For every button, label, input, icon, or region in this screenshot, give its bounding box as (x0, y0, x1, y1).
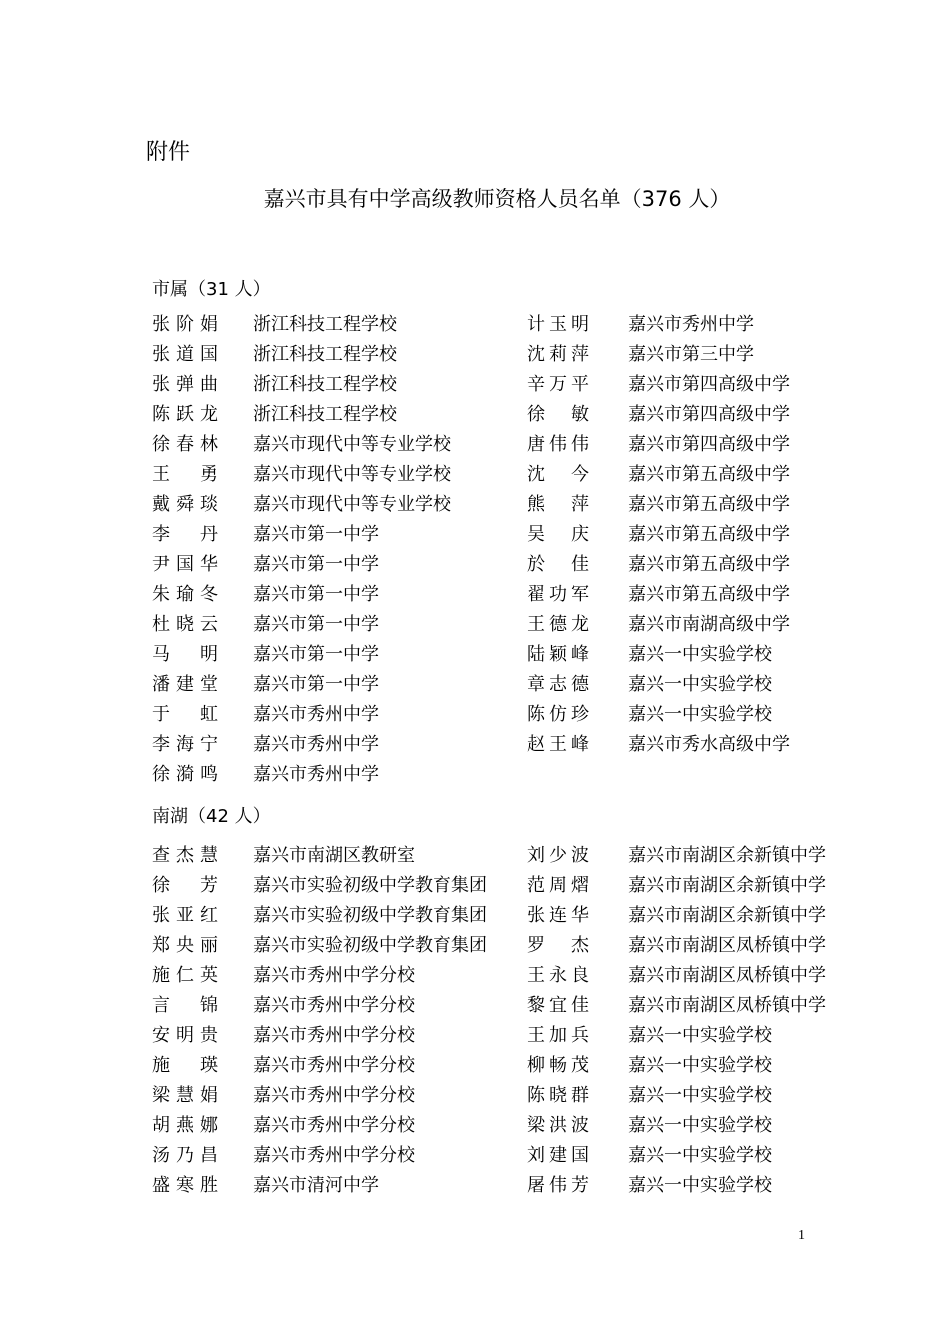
list-item (0, 580, 950, 610)
school-name: 嘉兴市第一中学 (253, 524, 379, 545)
list-item (0, 1171, 950, 1201)
teacher-name: 王 勇 (152, 464, 218, 485)
list-item (0, 430, 950, 460)
school-name: 嘉兴市南湖区余新镇中学 (628, 905, 826, 926)
list-item (0, 490, 950, 520)
document-title: 嘉兴市具有中学高级教师资格人员名单（376 人） (263, 187, 731, 211)
teacher-name: 计玉明 (527, 314, 589, 335)
school-name: 嘉兴市实验初级中学教育集团 (253, 905, 487, 926)
teacher-name: 李海宁 (152, 734, 218, 755)
school-name: 嘉兴市现代中等专业学校 (253, 434, 451, 455)
list-item (0, 991, 950, 1021)
school-name: 浙江科技工程学校 (253, 314, 397, 335)
teacher-name: 张道国 (152, 344, 218, 365)
list-item (0, 841, 950, 871)
teacher-name: 安明贵 (152, 1025, 218, 1046)
school-name: 嘉兴一中实验学校 (628, 644, 772, 665)
teacher-name: 汤乃昌 (152, 1145, 218, 1166)
school-name: 嘉兴市南湖区余新镇中学 (628, 845, 826, 866)
teacher-name: 尹国华 (152, 554, 218, 575)
school-name: 嘉兴市南湖区凤桥镇中学 (628, 965, 826, 986)
teacher-name: 徐漪鸣 (152, 764, 218, 785)
page-number: 1 (798, 1228, 805, 1243)
teacher-name: 屠伟芳 (527, 1175, 589, 1196)
school-name: 嘉兴市清河中学 (253, 1175, 379, 1196)
school-name: 嘉兴市秀州中学 (253, 734, 379, 755)
teacher-name: 施仁英 (152, 965, 218, 986)
school-name: 嘉兴市南湖高级中学 (628, 614, 790, 635)
school-name: 嘉兴市第五高级中学 (628, 584, 790, 605)
teacher-name: 张连华 (527, 905, 589, 926)
teacher-name: 陆颖峰 (527, 644, 589, 665)
teacher-name: 熊 萍 (527, 494, 589, 515)
teacher-name: 潘建堂 (152, 674, 218, 695)
school-name: 嘉兴市第一中学 (253, 614, 379, 635)
school-name: 嘉兴市现代中等专业学校 (253, 464, 451, 485)
list-item (0, 400, 950, 430)
list-item (0, 700, 950, 730)
teacher-name: 吴 庆 (527, 524, 589, 545)
school-name: 嘉兴市南湖区余新镇中学 (628, 875, 826, 896)
list-item (0, 340, 950, 370)
school-name: 嘉兴市第四高级中学 (628, 434, 790, 455)
teacher-name: 张亚红 (152, 905, 218, 926)
list-item (0, 550, 950, 580)
school-name: 嘉兴市秀州中学 (253, 704, 379, 725)
list-item (0, 1051, 950, 1081)
school-name: 嘉兴一中实验学校 (628, 1025, 772, 1046)
list-item (0, 1111, 950, 1141)
school-name: 嘉兴市第四高级中学 (628, 374, 790, 395)
teacher-name: 梁洪波 (527, 1115, 589, 1136)
school-name: 嘉兴市南湖区凤桥镇中学 (628, 935, 826, 956)
list-item (0, 1081, 950, 1111)
school-name: 嘉兴市秀州中学分校 (253, 965, 415, 986)
teacher-name: 翟功军 (527, 584, 589, 605)
teacher-name: 沈 今 (527, 464, 589, 485)
school-name: 嘉兴市秀州中学 (253, 764, 379, 785)
list-item (0, 520, 950, 550)
list-item (0, 610, 950, 640)
list-item (0, 931, 950, 961)
teacher-name: 胡燕娜 (152, 1115, 218, 1136)
teacher-name: 马 明 (152, 644, 218, 665)
teacher-name: 唐伟伟 (527, 434, 589, 455)
list-item (0, 670, 950, 700)
teacher-name: 王永良 (527, 965, 589, 986)
school-name: 嘉兴市现代中等专业学校 (253, 494, 451, 515)
teacher-name: 王加兵 (527, 1025, 589, 1046)
teacher-name: 於 佳 (527, 554, 589, 575)
school-name: 嘉兴市第一中学 (253, 644, 379, 665)
teacher-name: 沈莉萍 (527, 344, 589, 365)
teacher-name: 盛寒胜 (152, 1175, 218, 1196)
teacher-name: 陈跃龙 (152, 404, 218, 425)
list-item (0, 730, 950, 760)
school-name: 嘉兴市实验初级中学教育集团 (253, 935, 487, 956)
teacher-name: 赵王峰 (527, 734, 589, 755)
school-name: 浙江科技工程学校 (253, 374, 397, 395)
school-name: 嘉兴市第一中学 (253, 554, 379, 575)
school-name: 嘉兴市秀州中学分校 (253, 1115, 415, 1136)
school-name: 嘉兴市南湖区凤桥镇中学 (628, 995, 826, 1016)
section-heading: 南湖（42 人） (152, 806, 271, 827)
teacher-name: 刘建国 (527, 1145, 589, 1166)
school-name: 嘉兴市秀州中学分校 (253, 1145, 415, 1166)
section-heading: 市属（31 人） (152, 279, 271, 300)
teacher-name: 徐 芳 (152, 875, 218, 896)
teacher-name: 辛万平 (527, 374, 589, 395)
school-name: 嘉兴市第四高级中学 (628, 404, 790, 425)
teacher-name: 罗 杰 (527, 935, 589, 956)
school-name: 嘉兴市秀水高级中学 (628, 734, 790, 755)
teacher-name: 徐春林 (152, 434, 218, 455)
school-name: 嘉兴市实验初级中学教育集团 (253, 875, 487, 896)
teacher-name: 张阶娟 (152, 314, 218, 335)
list-item (0, 310, 950, 340)
teacher-name: 查杰慧 (152, 845, 218, 866)
teacher-name: 言 锦 (152, 995, 218, 1016)
teacher-name: 刘少波 (527, 845, 589, 866)
school-name: 嘉兴一中实验学校 (628, 1175, 772, 1196)
school-name: 嘉兴市第一中学 (253, 584, 379, 605)
list-item (0, 640, 950, 670)
school-name: 浙江科技工程学校 (253, 344, 397, 365)
teacher-name: 范周熠 (527, 875, 589, 896)
list-item (0, 871, 950, 901)
teacher-name: 黎宜佳 (527, 995, 589, 1016)
list-item (0, 901, 950, 931)
school-name: 嘉兴市秀州中学 (628, 314, 754, 335)
school-name: 嘉兴市第三中学 (628, 344, 754, 365)
teacher-name: 朱瑜冬 (152, 584, 218, 605)
school-name: 嘉兴一中实验学校 (628, 674, 772, 695)
school-name: 嘉兴市第五高级中学 (628, 524, 790, 545)
list-item (0, 460, 950, 490)
school-name: 嘉兴一中实验学校 (628, 704, 772, 725)
teacher-name: 陈仿珍 (527, 704, 589, 725)
teacher-name: 李 丹 (152, 524, 218, 545)
teacher-name: 陈晓群 (527, 1085, 589, 1106)
school-name: 嘉兴市南湖区教研室 (253, 845, 415, 866)
teacher-name: 梁慧娟 (152, 1085, 218, 1106)
list-item (0, 1141, 950, 1171)
school-name: 嘉兴市秀州中学分校 (253, 995, 415, 1016)
teacher-name: 章志德 (527, 674, 589, 695)
list-item (0, 370, 950, 400)
teacher-name: 于 虹 (152, 704, 218, 725)
school-name: 嘉兴市第五高级中学 (628, 464, 790, 485)
school-name: 嘉兴市秀州中学分校 (253, 1025, 415, 1046)
list-item (0, 760, 950, 790)
school-name: 嘉兴市秀州中学分校 (253, 1085, 415, 1106)
school-name: 嘉兴市第五高级中学 (628, 494, 790, 515)
teacher-name: 郑央丽 (152, 935, 218, 956)
teacher-name: 戴舜琰 (152, 494, 218, 515)
school-name: 嘉兴市第一中学 (253, 674, 379, 695)
school-name: 嘉兴一中实验学校 (628, 1085, 772, 1106)
teacher-name: 施 瑛 (152, 1055, 218, 1076)
school-name: 嘉兴市第五高级中学 (628, 554, 790, 575)
school-name: 浙江科技工程学校 (253, 404, 397, 425)
list-item (0, 1021, 950, 1051)
list-item (0, 961, 950, 991)
school-name: 嘉兴市秀州中学分校 (253, 1055, 415, 1076)
school-name: 嘉兴一中实验学校 (628, 1055, 772, 1076)
teacher-name: 徐 敏 (527, 404, 589, 425)
school-name: 嘉兴一中实验学校 (628, 1115, 772, 1136)
teacher-name: 柳畅茂 (527, 1055, 589, 1076)
teacher-name: 杜晓云 (152, 614, 218, 635)
teacher-name: 张弹曲 (152, 374, 218, 395)
school-name: 嘉兴一中实验学校 (628, 1145, 772, 1166)
teacher-name: 王德龙 (527, 614, 589, 635)
attachment-label: 附件 (146, 140, 191, 165)
